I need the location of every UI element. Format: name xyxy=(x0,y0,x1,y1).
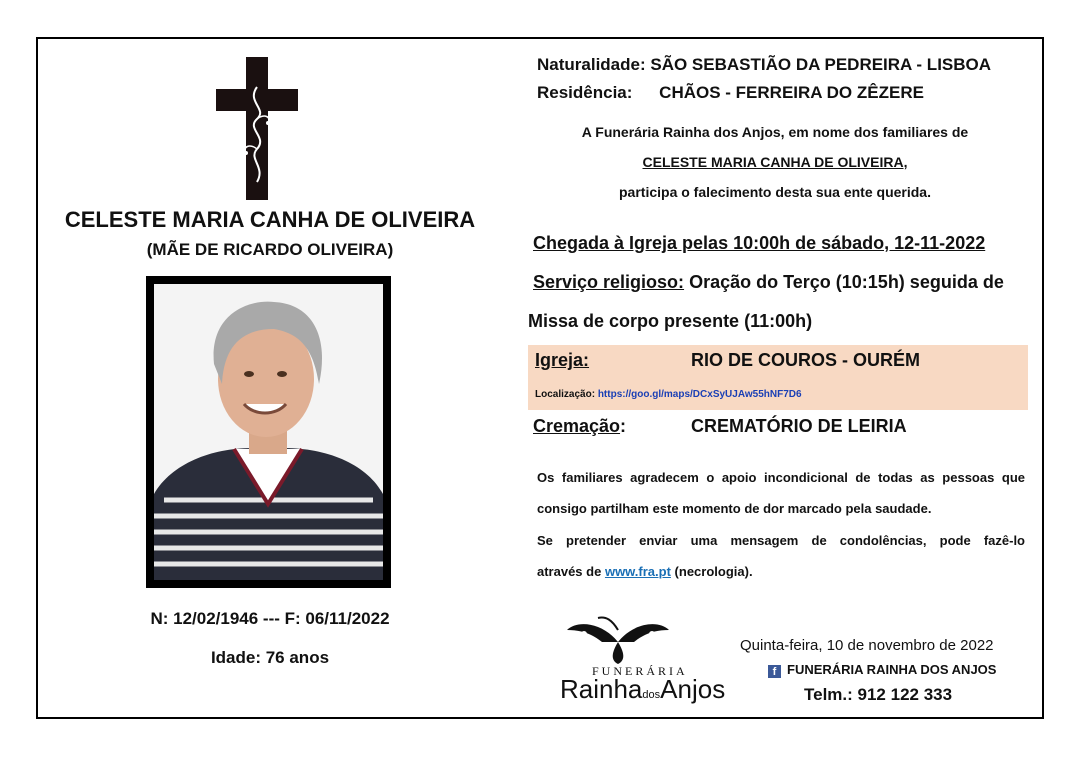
facebook-row[interactable] xyxy=(768,662,996,678)
cremation-label: Cremação xyxy=(533,416,621,436)
birth-death-dates: N: 12/02/1946 --- F: 06/11/2022 xyxy=(150,609,390,628)
cremation-value: CREMATÓRIO DE LEIRIA xyxy=(691,416,907,436)
arrival-text: Chegada à Igreja pelas 10:00h de sábado, 12-11-2022 xyxy=(533,233,986,253)
cross-icon xyxy=(216,57,298,200)
logo-anjos: Anjos xyxy=(660,674,726,704)
service-label: Serviço religioso: xyxy=(533,272,685,292)
residencia-label: Residência: xyxy=(537,83,633,102)
logo-wordmark xyxy=(560,674,725,705)
thanks-line3: Se pretender enviar uma mensagem de condolências, pode fazê-lo xyxy=(537,533,1025,548)
angel-logo-icon xyxy=(562,612,674,664)
thanks-line4-post: (necrologia). xyxy=(674,564,753,579)
thanks-line4 xyxy=(537,564,1025,579)
announcement-line1: A Funerária Rainha dos Anjos, em nome dos familiares de xyxy=(581,124,969,140)
website-link[interactable]: www.fra.pt xyxy=(604,564,671,579)
service-row xyxy=(533,272,1004,293)
announcement-name: CELESTE MARIA CANHA DE OLIVEIRA, xyxy=(642,154,908,170)
naturalidade-label: Naturalidade: xyxy=(537,55,646,74)
publication-date: Quinta-feira, 10 de novembro de 2022 xyxy=(740,637,994,654)
facebook-name: FUNERÁRIA RAINHA DOS ANJOS xyxy=(787,662,997,677)
logo-dos: dos xyxy=(642,689,661,701)
thanks-line2: consigo partilham este momento de dor marcado pela saudade. xyxy=(537,501,932,516)
logo-rainha: Rainha xyxy=(560,674,643,704)
announcement-line3: participa o falecimento desta sua ente querida. xyxy=(619,184,931,200)
naturalidade-value: SÃO SEBASTIÃO DA PEDREIRA - LISBOA xyxy=(650,55,992,74)
service-line2: Missa de corpo presente (11:00h) xyxy=(528,311,813,331)
cremation-colon: : xyxy=(620,416,627,436)
location-label: Localização: xyxy=(535,389,596,400)
cremation-label-row xyxy=(533,416,626,437)
location-link[interactable]: https://goo.gl/maps/DCxSyUJAw55hNF7D6 xyxy=(597,389,802,400)
phone-number: Telm.: 912 122 333 xyxy=(804,685,953,704)
relation-text: (MÃE DE RICARDO OLIVEIRA) xyxy=(146,240,394,259)
location-row xyxy=(535,389,802,400)
church-label: Igreja: xyxy=(535,350,590,370)
church-value: RIO DE COUROS - OURÉM xyxy=(691,350,921,370)
residencia-value: CHÃOS - FERREIRA DO ZÊZERE xyxy=(659,83,924,102)
facebook-icon: f xyxy=(768,665,781,678)
naturalidade-row xyxy=(537,55,991,75)
service-value: Oração do Terço (10:15h) seguida de xyxy=(689,272,1004,292)
residencia-row xyxy=(537,83,924,103)
age-text: Idade: 76 anos xyxy=(210,648,330,667)
logo-funeraria-text: FUNERÁRIA xyxy=(592,664,688,678)
portrait-photo xyxy=(154,284,383,580)
thanks-line1: Os familiares agradecem o apoio incondicional de todas as pessoas que xyxy=(537,470,1025,485)
portrait-frame xyxy=(146,276,391,588)
thanks-line4-pre: através de xyxy=(537,564,602,579)
deceased-name: CELESTE MARIA CANHA DE OLIVEIRA xyxy=(64,207,476,232)
